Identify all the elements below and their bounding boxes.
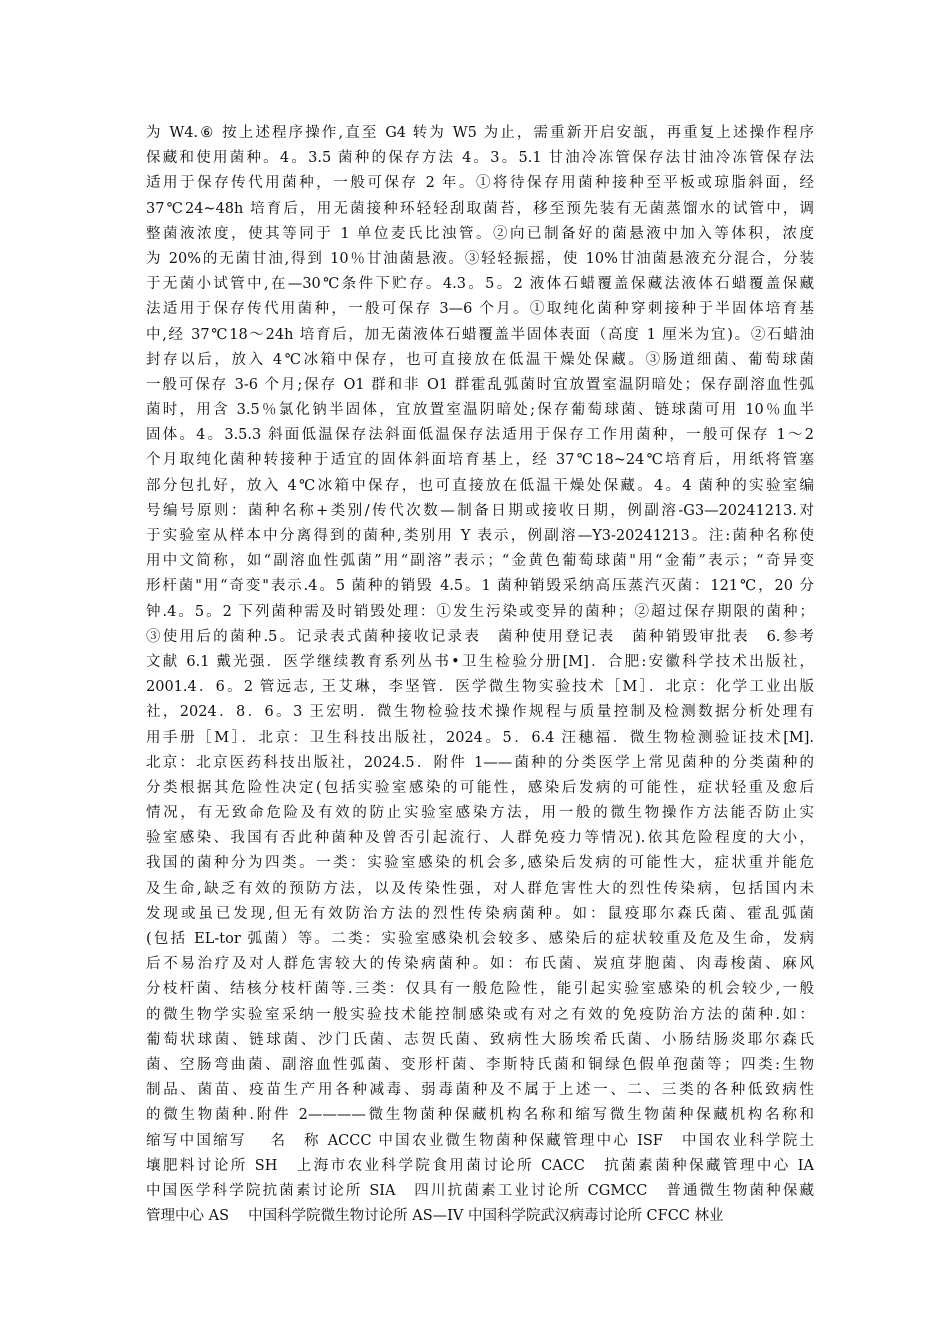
text-line: 用手册［M］．北京：卫生科技出版社，2024。5．6.4 汪穗福．微生物检测验证技术[M]. <box>146 729 814 746</box>
text-line: 社，2024．8．6。3 王宏明．微生物检验技术操作规程与质量控制及检测数据分析处理有 <box>146 704 814 721</box>
text-line: 适用于保存传代用菌种，一般可保存 2 年。①将待保存用菌种接种至平板或琼脂斜面，经 <box>146 175 814 192</box>
text-line: 后不易治疗及对人群危害较大的传染病菌种。如：布氏菌、炭疽芽胞菌、肉毒梭菌、麻风 <box>146 956 814 973</box>
text-line: 整菌液浓度，使其等同于 1 单位麦氏比浊管。②向已制备好的菌悬液中加入等体积，浓度 <box>146 225 814 242</box>
text-line: 钟.4。5。2 下列菌种需及时销毁处理：①发生污染或变异的菌种；②超过保存期限的菌种； <box>146 603 814 620</box>
text-line: (包括 EL-tor 弧菌）等。二类：实验室感染机会较多、感染后的症状较重及危及生命，发病 <box>146 931 814 947</box>
text-line: 管理中心 AS 中国科学院微生物讨论所 AS—IV 中国科学院武汉病毒讨论所 CFCC 林业 <box>146 1208 724 1225</box>
text-line: 封存以后，放入 4℃冰箱中保存，也可直接放在低温干燥处保藏。③肠道细菌、葡萄球菌 <box>146 351 814 368</box>
text-line: 用中文简称，如“副溶血性弧菌”用“副溶”表示；“金黄色葡萄球菌"用“金葡”表示；“奇异变 <box>146 553 814 570</box>
text-line: 中,经 37℃18～24h 培育后，加无菌液体石蜡覆盖半固体表面（高度 1 厘米为宜)。②石蜡油 <box>146 326 814 343</box>
text-line: 保藏和使用菌种。4。3.5 菌种的保存方法 4。3。5.1 甘油冷冻管保存法甘油冷冻管保存法 <box>146 150 814 167</box>
text-line: 一般可保存 3-6 个月;保存 O1 群和非 O1 群霍乱弧菌时宜放置室温阴暗处；保存副溶血性弧 <box>146 376 814 393</box>
text-line: 菌时，用含 3.5％氯化钠半固体，宜放置室温阴暗处;保存葡萄球菌、链球菌可用 10％血半 <box>146 402 814 419</box>
text-line: 壤肥料讨论所 SH 上海市农业科学院食用菌讨论所 CACC 抗菌素菌种保藏管理中心 IA <box>146 1157 814 1174</box>
text-line: 北京：北京医药科技出版社，2024.5．附件 1——菌种的分类医学上常见菌种的分类菌种的 <box>146 754 814 771</box>
text-line: 验室感染、我国有否此种菌种及曾否引起流行、人群免疫力等情况).依其危险程度的大小， <box>146 830 814 847</box>
text-line: ③使用后的菌种.5。记录表式菌种接收记录表 菌种使用登记表 菌种销毁审批表 6.参考 <box>146 628 814 645</box>
text-line: 的微生物学实验室采纳一般实验技术能控制感染或有对之有效的免疫防治方法的菌种.如： <box>146 1006 814 1023</box>
text-line: 中国医学科学院抗菌素讨论所 SIA 四川抗菌素工业讨论所 CGMCC 普通微生物菌种保藏 <box>146 1182 814 1199</box>
text-line: 菌、空肠弯曲菌、副溶血性弧菌、变形杆菌、李斯特氏菌和铜绿色假单孢菌等；四类:生物 <box>146 1056 814 1073</box>
text-line: 为 W4.⑥ 按上述程序操作,直至 G4 转为 W5 为止，需重新开启安瓿，再重复上述操作程序 <box>146 125 814 141</box>
text-line: 及生命,缺乏有效的预防方法，以及传染性强，对人群危害性大的烈性传染病，包括国内未 <box>146 880 814 897</box>
text-line: 固体。4。3.5.3 斜面低温保存法斜面低温保存法适用于保存工作用菌种，一般可保存 1～2 <box>146 427 814 444</box>
document-body-text <box>146 121 814 1229</box>
text-line: 2001.4．6。2 管远志, 王艾琳，李坚管．医学微生物实验技术［M］．北京：化学工业出版 <box>146 679 814 696</box>
text-line: 为 20%的无菌甘油,得到 10％甘油菌悬液。③轻轻振摇，使 10%甘油菌悬液充分混合，分装 <box>146 250 814 267</box>
text-line: 的微生物菌种.附件 2————微生物菌种保藏机构名称和缩写微生物菌种保藏机构名称和 <box>146 1107 814 1124</box>
text-line: 号编号原则：菌种名称+类别/传代次数—制备日期或接收日期，例副溶-G3—20241213.对 <box>146 502 814 519</box>
text-line: 于实验室从样本中分离得到的菌种,类别用 Y 表示，例副溶—Y3-20241213。注:菌种名称使 <box>146 528 814 544</box>
text-line: 分枝杆菌、结核分枝杆菌等.三类：仅具有一般危险性，能引起实验室感染的机会较少,一般 <box>146 981 814 998</box>
text-line: 于无菌小试管中,在—30℃条件下贮存。4.3。5。2 液体石蜡覆盖保藏法液体石蜡覆盖保藏 <box>146 276 814 293</box>
text-line: 文献 6.1 戴光强．医学继续教育系列丛书•卫生检验分册[M]．合肥:安徽科学技术出版社， <box>146 653 814 670</box>
text-line: 法适用于保存传代用菌种，一般可保存 3—6 个月。①取纯化菌种穿刺接种于半固体培育基 <box>146 301 814 318</box>
text-line: 葡萄状球菌、链球菌、沙门氏菌、志贺氏菌、致病性大肠埃希氏菌、小肠结肠炎耶尔森氏 <box>146 1031 814 1048</box>
text-line: 情况，有无致命危险及有效的防止实验室感染方法，用一般的微生物操作方法能否防止实 <box>146 805 814 822</box>
text-line: 部分包扎好，放入 4℃冰箱中保存，也可直接放在低温干燥处保藏。4。4 菌种的实验室编 <box>146 477 814 494</box>
text-line: 形杆菌"用“奇变"表示.4。5 菌种的销毁 4.5。1 菌种销毁采纳高压蒸汽灭菌：121℃，20 分 <box>146 578 814 595</box>
text-line: 缩写中国缩写 名 称 ACCC 中国农业微生物菌种保藏管理中心 ISF 中国农业科学院土 <box>146 1132 814 1149</box>
text-line: 发现或虽已发现,但无有效防治方法的烈性传染病菌种。如：鼠疫耶尔森氏菌、霍乱弧菌 <box>146 905 814 922</box>
text-line: 个月取纯化菌种转接种于适宜的固体斜面培育基上，经 37℃18~24℃培育后，用纸将管塞 <box>146 452 814 469</box>
text-line: 我国的菌种分为四类。一类：实验室感染的机会多,感染后发病的可能性大，症状重并能危 <box>146 855 814 872</box>
text-line: 37℃24~48h 培育后，用无菌接种环轻轻刮取菌苔，移至预先装有无菌蒸馏水的试管中，调 <box>146 200 814 217</box>
text-line: 制品、菌苗、疫苗生产用各种减毒、弱毒菌种及不属于上述一、二、三类的各种低致病性 <box>146 1082 814 1099</box>
text-line: 分类根据其危险性决定(包括实验室感染的可能性，感染后发病的可能性，症状轻重及愈后 <box>146 779 814 796</box>
